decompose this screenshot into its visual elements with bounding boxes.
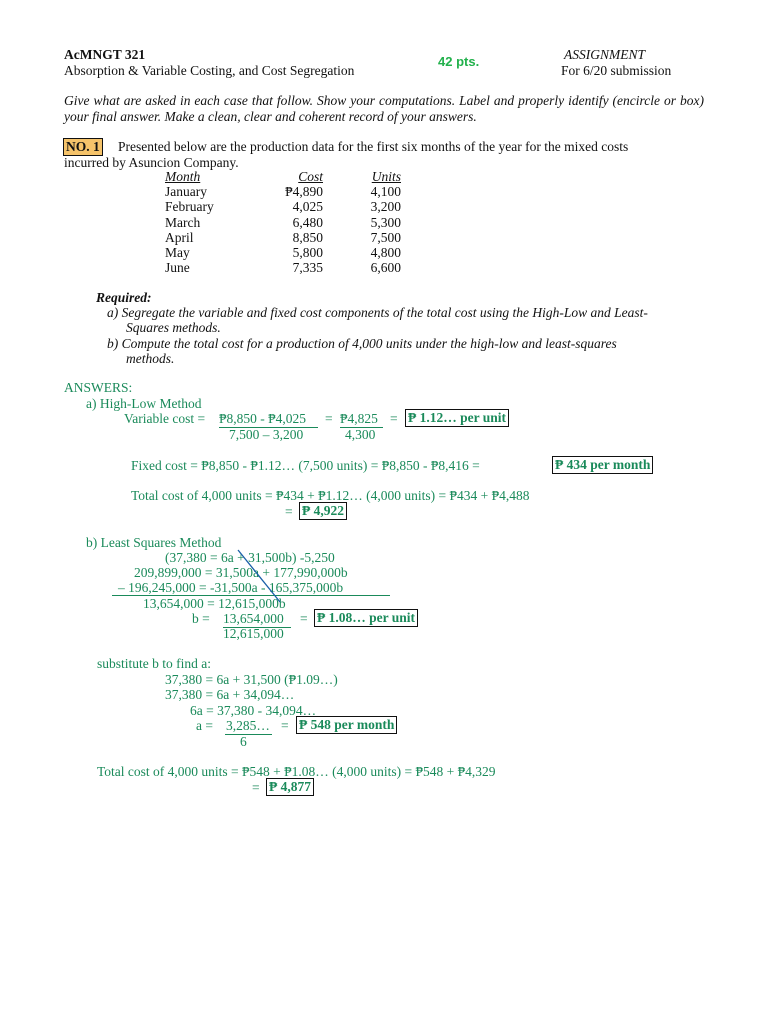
problem-text-line2: incurred by Asuncion Company.	[64, 155, 239, 170]
b-label: b =	[192, 611, 210, 626]
variable-cost-label: Variable cost =	[124, 411, 206, 426]
equals-sign: =	[285, 504, 293, 519]
cell-cost: 7,335	[292, 260, 323, 276]
table-row	[165, 230, 401, 245]
cell-cost: 6,480	[292, 214, 323, 230]
cancel-strike	[230, 548, 290, 606]
variable-cost-denominator: 7,500 – 3,200	[229, 427, 304, 442]
fixed-cost-answer: ₱ 434 per month	[552, 456, 653, 474]
substitution-line-1: 37,380 = 6a + 31,500 (₱1.09…)	[165, 672, 338, 687]
course-code: AcMNGT 321	[64, 47, 146, 62]
cell-units: 6,600	[370, 260, 401, 276]
b-numerator: 13,654,000	[223, 611, 284, 626]
variable-cost-numerator-2: ₱4,825	[340, 411, 378, 426]
cell-month: May	[165, 245, 190, 261]
course-subtitle: Absorption & Variable Costing, and Cost Segregation	[64, 63, 355, 78]
equals-sign: =	[281, 718, 289, 733]
cell-units: 4,100	[370, 184, 401, 200]
cell-units: 4,800	[370, 245, 401, 261]
cell-cost: 4,025	[292, 199, 323, 215]
substitute-title: substitute b to find a:	[97, 656, 211, 671]
leastsquares-title: b) Least Squares Method	[86, 535, 222, 550]
cell-month: February	[165, 199, 214, 215]
equation-line-1: (37,380 = 6a + 31,500b) -5,250	[165, 550, 335, 565]
a-label: a =	[196, 718, 213, 733]
required-a-line2: Squares methods.	[126, 320, 221, 335]
required-b-line2: methods.	[126, 351, 175, 366]
points-badge: 42 pts.	[438, 54, 480, 69]
cell-month: January	[165, 184, 207, 200]
equation-line-3: – 196,245,000 = -31,500a - 165,375,000b	[118, 580, 344, 595]
production-table	[165, 169, 401, 275]
cell-month: June	[165, 260, 190, 276]
equation-line-2: 209,899,000 = 31,500a + 177,990,000b	[134, 565, 348, 580]
fraction-bar	[225, 734, 272, 735]
substitution-line-3: 6a = 37,380 - 34,094…	[190, 703, 317, 718]
cell-units: 3,200	[370, 199, 401, 215]
a-answer: ₱ 548 per month	[296, 716, 397, 734]
instructions: Give what are asked in each case that follow. Show your computations. Label and properly identify (encircle or box) your final answer. Make a clean, clear and coherent record of your answers.	[64, 93, 704, 124]
required-a-line1: a) Segregate the variable and fixed cost components of the total cost using the High-Low and Least-	[107, 305, 648, 320]
fixed-cost-computation: Fixed cost = ₱8,850 - ₱1.12… (7,500 units) = ₱8,850 - ₱8,416 =	[131, 458, 480, 473]
cell-cost: 5,800	[292, 245, 323, 261]
equals-sign: =	[390, 411, 398, 426]
b-denominator: 12,615,000	[223, 626, 284, 641]
equation-line-4: 13,654,000 = 12,615,000b	[143, 596, 286, 611]
submission-date: For 6/20 submission	[561, 63, 672, 78]
table-row	[165, 184, 401, 199]
problem-text-line1: Presented below are the production data for the first six months of the year for the mixed costs	[118, 139, 629, 154]
cell-month: March	[165, 214, 201, 230]
required-label: Required:	[96, 290, 152, 305]
table-row	[165, 215, 401, 230]
equals-sign: =	[300, 611, 308, 626]
cell-units: 5,300	[370, 214, 401, 230]
header-cost: Cost	[298, 169, 323, 184]
equals-sign: =	[325, 411, 333, 426]
cell-month: April	[165, 229, 194, 245]
a-numerator: 3,285…	[226, 718, 270, 733]
cell-cost: ₱4,890	[285, 184, 323, 200]
table-row	[165, 245, 401, 260]
cell-cost: 8,850	[292, 229, 323, 245]
leastsquares-total-cost-computation: Total cost of 4,000 units = ₱548 + ₱1.08… (4,000 units) = ₱548 + ₱4,329	[97, 764, 496, 779]
answers-label: ANSWERS:	[64, 380, 133, 395]
header-month: Month	[165, 169, 201, 184]
highlow-title: a) High-Low Method	[86, 396, 202, 411]
variable-cost-answer: ₱ 1.12… per unit	[405, 409, 509, 427]
variable-cost-denominator-2: 4,300	[345, 427, 376, 442]
equals-sign: =	[252, 780, 260, 795]
highlow-total-cost-answer: ₱ 4,922	[299, 502, 347, 520]
header-units: Units	[371, 169, 401, 184]
variable-cost-numerator: ₱8,850 - ₱4,025	[219, 411, 307, 426]
table-row	[165, 260, 401, 275]
cell-units: 7,500	[370, 229, 401, 245]
assignment-label: ASSIGNMENT	[564, 47, 645, 62]
a-denominator: 6	[240, 734, 247, 749]
required-b-line1: b) Compute the total cost for a production of 4,000 units under the high-low and least-squares	[107, 336, 617, 351]
b-answer: ₱ 1.08… per unit	[314, 609, 418, 627]
problem-number: NO. 1	[63, 138, 103, 156]
substitution-line-2: 37,380 = 6a + 34,094…	[165, 687, 295, 702]
table-row	[165, 199, 401, 214]
leastsquares-total-cost-answer: ₱ 4,877	[266, 778, 314, 796]
highlow-total-cost-computation: Total cost of 4,000 units = ₱434 + ₱1.12… (4,000 units) = ₱434 + ₱4,488	[131, 488, 530, 503]
